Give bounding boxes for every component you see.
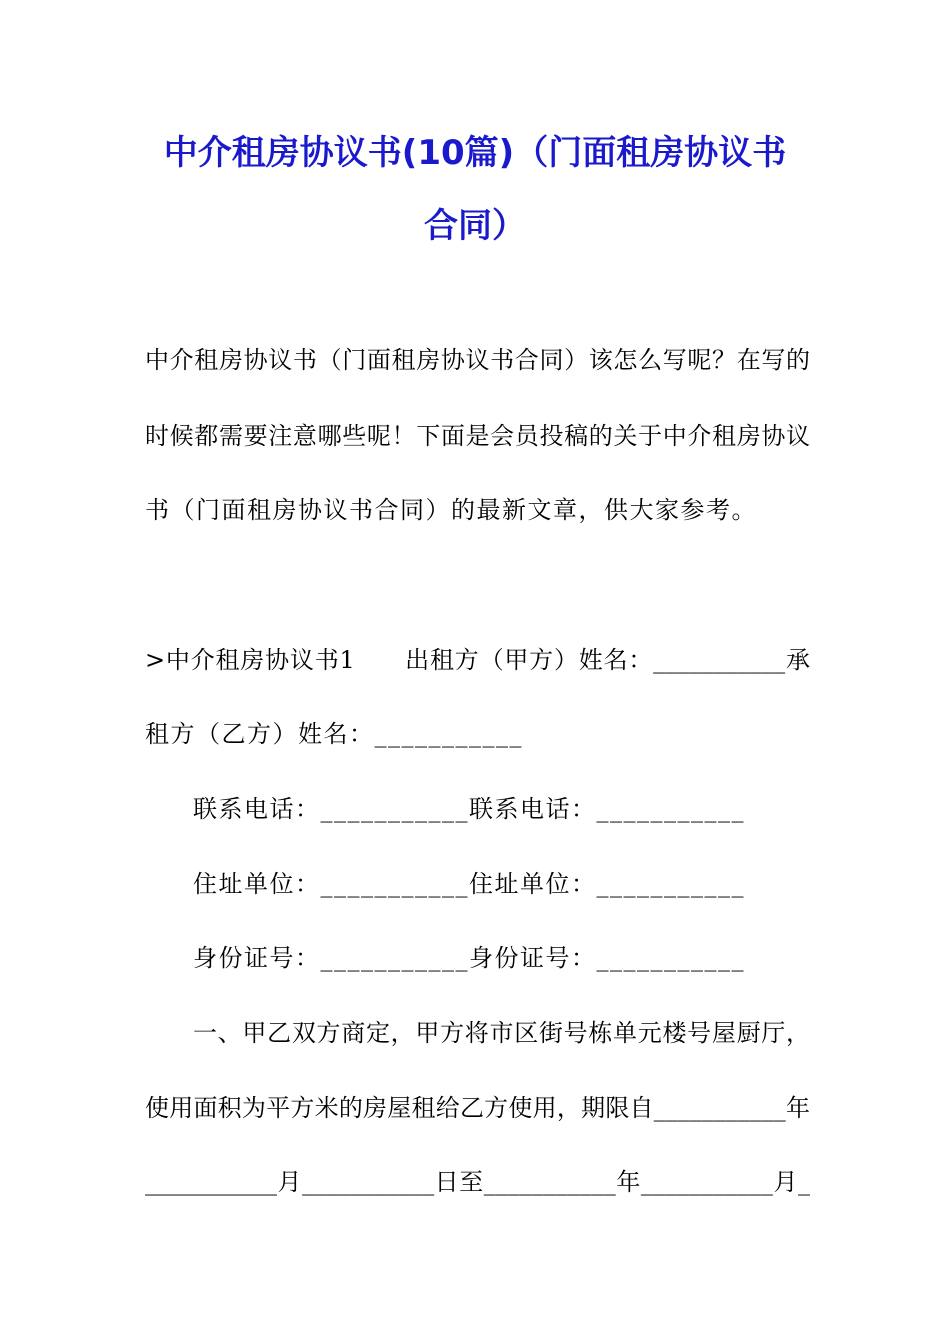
document-title-line-2: 合同） xyxy=(424,206,526,246)
clause-1-line-2: 使用面积为平方米的房屋租给乙方使用，期限自___________年 xyxy=(145,1094,810,1122)
intro-line-1: 中介租房协议书（门面租房协议书合同）该怎么写呢？在写的 xyxy=(145,346,810,374)
document-title-line-1: 中介租房协议书(10篇)（门面租房协议书 xyxy=(163,133,787,173)
phone-line: 联系电话：___________联系电话：___________ xyxy=(193,795,745,823)
address-line: 住址单位：___________住址单位：___________ xyxy=(193,870,745,898)
intro-line-2: 时候都需要注意哪些呢！下面是会员投稿的关于中介租房协议 xyxy=(145,422,810,450)
section-heading-line: >中介租房协议书1 出租方（甲方）姓名：___________承 xyxy=(145,646,810,674)
clause-1-line-1: 一、甲乙双方商定，甲方将市区街号栋单元楼号屋厨厅， xyxy=(193,1019,810,1047)
clause-1-line-3: ___________月___________日至___________年___________月_ xyxy=(145,1168,810,1196)
tenant-name-line: 租方（乙方）姓名：___________ xyxy=(145,720,523,748)
id-number-line: 身份证号：___________身份证号：___________ xyxy=(193,944,745,972)
intro-line-3: 书（门面租房协议书合同）的最新文章，供大家参考。 xyxy=(145,496,757,524)
